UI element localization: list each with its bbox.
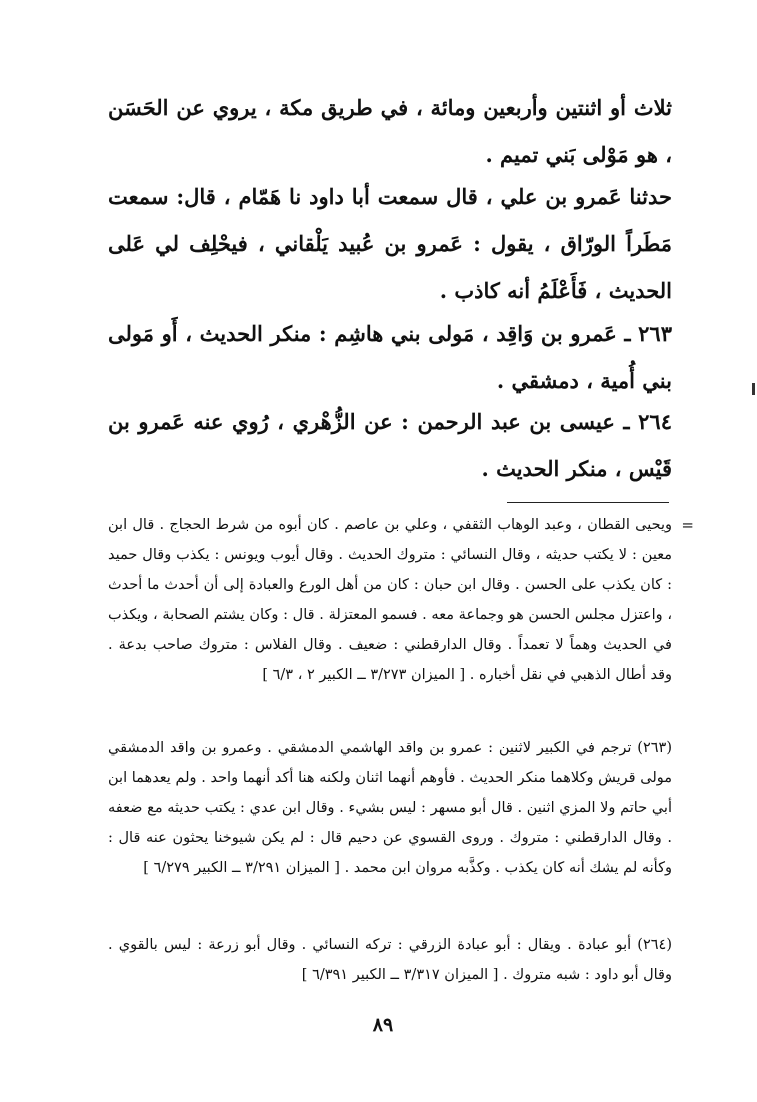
footnote-paragraph (108, 930, 672, 990)
scan-artifact-mark (752, 383, 755, 395)
footnote-ref-number: (٢٦٤) (637, 937, 673, 953)
footnote-264 (108, 930, 672, 990)
footnote-divider (507, 502, 669, 503)
footnote-continued (108, 510, 672, 690)
footnote-263 (108, 733, 672, 883)
footnote-paragraph (108, 733, 672, 883)
footnote-text: ويحيى القطان ، وعبد الوهاب الثقفي ، وعلي بن عاصم . كان أبوه من شرط الحجاج . قال ابن معين : لا يكتب حديثه ، وقال النسائي : متروك الحديث . وقال أيوب ويونس : يكذب وقال حميد : كان يكذب على الحسن . وقال ابن حبان : كان من أهل الورع والعبادة إلى أن أحدث ما أحدث ، واعتزل مجلس الحسن هو وجماعة معه . فسمو المعتزلة . قال : وكان يشتم الصحابة ، ويكذب في الحديث وهماً لا تعمداً . وقال الدارقطني : ضعيف . وقال الفلاس : متروك صاحب بدعة . وقد أطال الذهبي في نقل أخباره . (108, 517, 672, 683)
footnote-continuation-marker: = (681, 516, 694, 534)
main-paragraph-text: حدثنا عَمرو بن علي ، قال سمعت أبا داود نا هَمّام ، قال: سمعت مَطَراً الورّاق ، يقول : عَمرو بن عُبيد يَلْقاني ، فيحْلِف لي عَلى الحديث ، فَأَعْلَمُ أنه كاذب . (108, 184, 672, 303)
entry-263 (108, 310, 672, 404)
footnote-ref-number: (٢٦٣) (637, 740, 673, 756)
footnote-source: [ الميزان ٣/٢٩١ ــ الكبير ٦/٢٧٩ ] (143, 860, 340, 876)
main-paragraph-1 (108, 84, 672, 178)
footnote-source: [ الميزان ٣/٢٧٣ ــ الكبير ٢ ، ٦/٣ ] (262, 667, 466, 683)
main-paragraph-2 (108, 173, 672, 314)
footnote-paragraph (108, 510, 672, 690)
entry-264 (108, 398, 672, 492)
entry-text: ٢٦٣ ـ عَمرو بن وَاقِد ، مَولى بني هاشِم : منكر الحديث ، أَو مَولى بني أُمية ، دمشقي . (108, 321, 672, 393)
main-paragraph-text: ثلاث أو اثنتين وأربعين ومائة ، في طريق مكة ، يروي عن الحَسَن ، هو مَوْلى بَني تميم . (108, 95, 672, 167)
footnote-source: [ الميزان ٣/٣١٧ ــ الكبير ٦/٣٩١ ] (301, 967, 499, 983)
page-number: ٨٩ (372, 1014, 394, 1036)
footnote-text: أبو عبادة . ويقال : أبو عبادة الزرقي : تركه النسائي . وقال أبو زرعة : ليس بالقوي . وقال أبو داود : شبه متروك . (108, 937, 672, 983)
footnote-text: ترجم في الكبير لاثنين : عمرو بن واقد الهاشمي الدمشقي . وعمرو بن واقد الدمشقي مولى قريش وكلاهما منكر الحديث . فأوهم أنهما اثنان ولكنه هنا أكد أنهما واحد . ولم يعدهما ابن أبي حاتم ولا المزي اثنين . قال أبو مسهر : ليس بشيء . وقال ابن عدي : يكتب حديثه مع ضعفه . وقال الدارقطني : متروك . وروى القسوي عن دحيم قال : لم يكن شيوخنا يحثون عنه قال : وكأنه لم يشك أنه كان يكذب . وكذَّبه مروان ابن محمد . (108, 740, 672, 876)
entry-text: ٢٦٤ ـ عيسى بن عبد الرحمن : عن الزُّهْري ، رُوي عنه عَمرو بن قَيْس ، منكر الحديث . (108, 409, 672, 481)
